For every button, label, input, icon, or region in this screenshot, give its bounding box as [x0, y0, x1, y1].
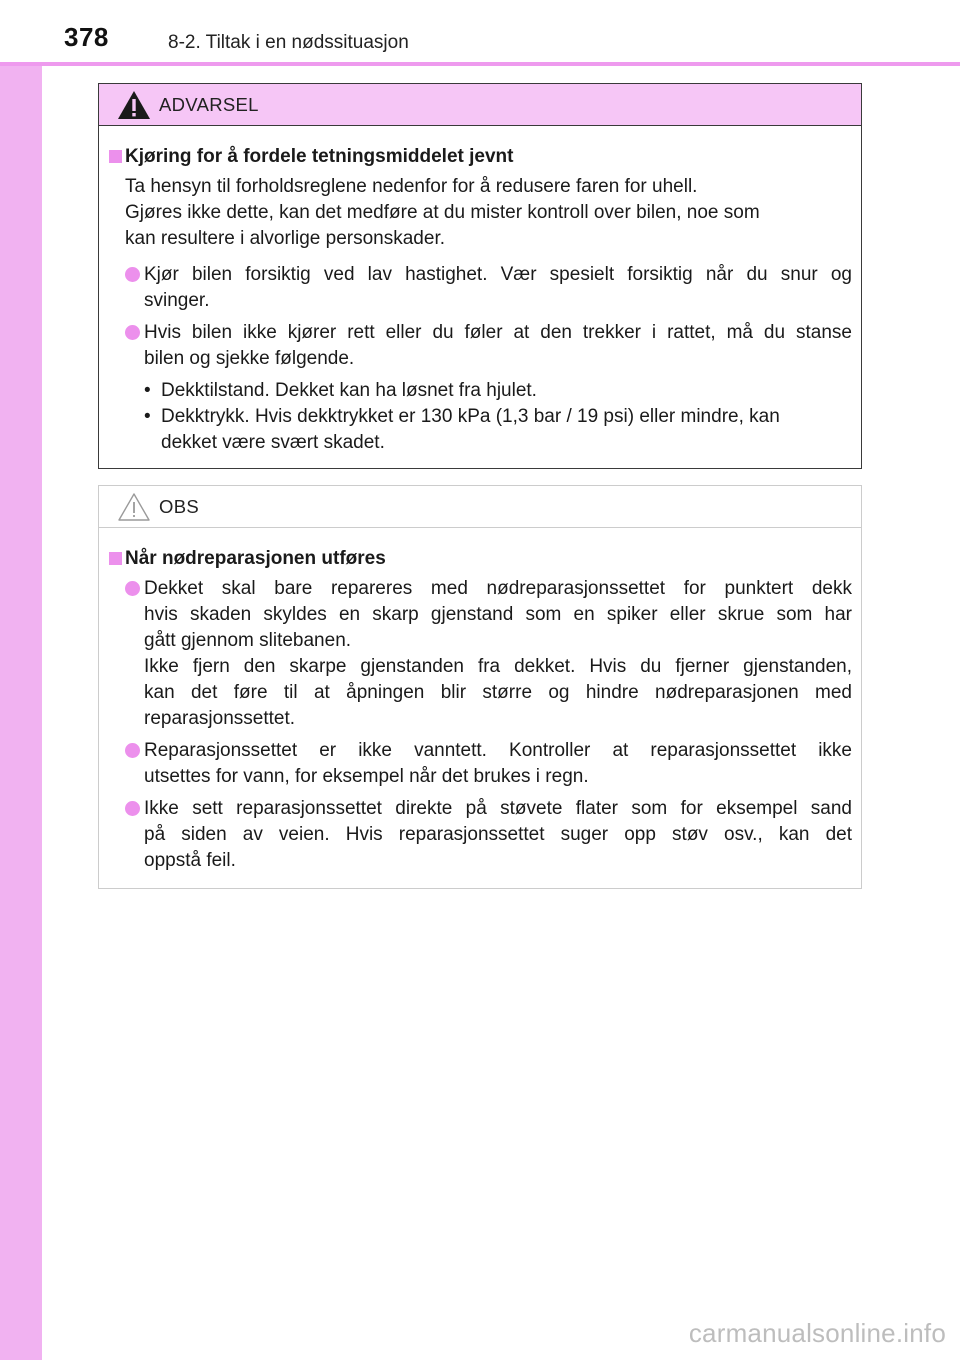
- notice-heading: [107, 546, 852, 572]
- sublist-item: [144, 404, 852, 456]
- warning-item-line: bilen og sjekke følgende.: [144, 348, 355, 369]
- notice-item-line: reparasjonssettet.: [144, 708, 296, 729]
- warning-triangle-icon: [117, 90, 151, 120]
- notice-item-line: kan det føre til at åpningen blir større og hindre nødreparasjonen med: [144, 682, 852, 703]
- warning-box-header: [99, 84, 861, 126]
- notice-label: OBS: [159, 496, 199, 517]
- round-bullet-icon: [125, 267, 140, 282]
- round-bullet-icon: [125, 325, 140, 340]
- warning-item: [107, 262, 852, 314]
- notice-item-line: gått gjennom slitebanen.: [144, 630, 352, 651]
- dot-bullet: •: [144, 406, 151, 427]
- notice-item-line: Ikke fjern den skarpe gjenstanden fra dekket. Hvis du fjerner gjenstanden,: [144, 656, 852, 677]
- notice-box-header: [99, 486, 861, 528]
- sublist-line: dekket være svært skadet.: [161, 432, 385, 453]
- sublist-line: Dekktrykk. Hvis dekktrykket er 130 kPa (1,3 bar / 19 psi) eller mindre, kan: [161, 406, 780, 427]
- page-number: 378: [64, 22, 109, 52]
- section-title: 8-2. Tiltak i en nødssituasjon: [168, 32, 409, 53]
- warning-sublist: [107, 378, 852, 456]
- warning-box-body: [99, 144, 861, 456]
- warning-box: [98, 83, 862, 469]
- warning-intro-line: Gjøres ikke dette, kan det medføre at du mister kontroll over bilen, noe som: [125, 202, 760, 223]
- notice-item: [107, 576, 852, 732]
- notice-heading-text: Når nødreparasjonen utføres: [125, 548, 386, 569]
- square-bullet-icon: [109, 552, 122, 565]
- watermark: carmanualsonline.info: [688, 1318, 946, 1348]
- round-bullet-icon: [125, 581, 140, 596]
- page-header: [0, 0, 960, 62]
- warning-label: ADVARSEL: [159, 94, 259, 115]
- notice-item-line: Ikke sett reparasjonssettet direkte på støvete flater som for eksempel sand: [144, 798, 852, 819]
- caution-triangle-icon: [117, 492, 151, 522]
- sublist-line: Dekktilstand. Dekket kan ha løsnet fra hjulet.: [161, 380, 537, 401]
- warning-intro: [107, 174, 852, 252]
- dot-bullet: •: [144, 380, 151, 401]
- notice-item-line: på siden av veien. Hvis reparasjonssettet suger opp støv osv., kan det: [144, 824, 852, 845]
- notice-item: [107, 796, 852, 874]
- warning-item-line: Kjør bilen forsiktig ved lav hastighet. Vær spesielt forsiktig når du snur og: [144, 264, 852, 285]
- round-bullet-icon: [125, 801, 140, 816]
- square-bullet-icon: [109, 150, 122, 163]
- warning-intro-line: Ta hensyn til forholdsreglene nedenfor for å redusere faren for uhell.: [125, 176, 698, 197]
- warning-heading-text: Kjøring for å fordele tetningsmiddelet jevnt: [125, 146, 514, 167]
- warning-intro-line: kan resultere i alvorlige personskader.: [125, 228, 446, 249]
- header-rule: [0, 62, 960, 66]
- warning-item-line: svinger.: [144, 290, 210, 311]
- warning-item-line: Hvis bilen ikke kjører rett eller du føler at den trekker i rattet, må du stanse: [144, 322, 852, 343]
- notice-item-line: oppstå feil.: [144, 850, 236, 871]
- notice-item-line: utsettes for vann, for eksempel når det brukes i regn.: [144, 766, 589, 787]
- notice-box-body: [99, 546, 861, 874]
- notice-item: [107, 738, 852, 790]
- round-bullet-icon: [125, 743, 140, 758]
- notice-item-line: Reparasjonssettet er ikke vanntett. Kontroller at reparasjonssettet ikke: [144, 740, 852, 761]
- warning-item: [107, 320, 852, 372]
- warning-heading: [107, 144, 852, 170]
- notice-item-line: Dekket skal bare repareres med nødreparasjonssettet for punktert dekk: [144, 578, 852, 599]
- chapter-tab-stripe: [0, 0, 42, 1360]
- sublist-item: [144, 378, 852, 404]
- notice-box: [98, 485, 862, 889]
- notice-item-line: hvis skaden skyldes en skarp gjenstand som en spiker eller skrue som har: [144, 604, 852, 625]
